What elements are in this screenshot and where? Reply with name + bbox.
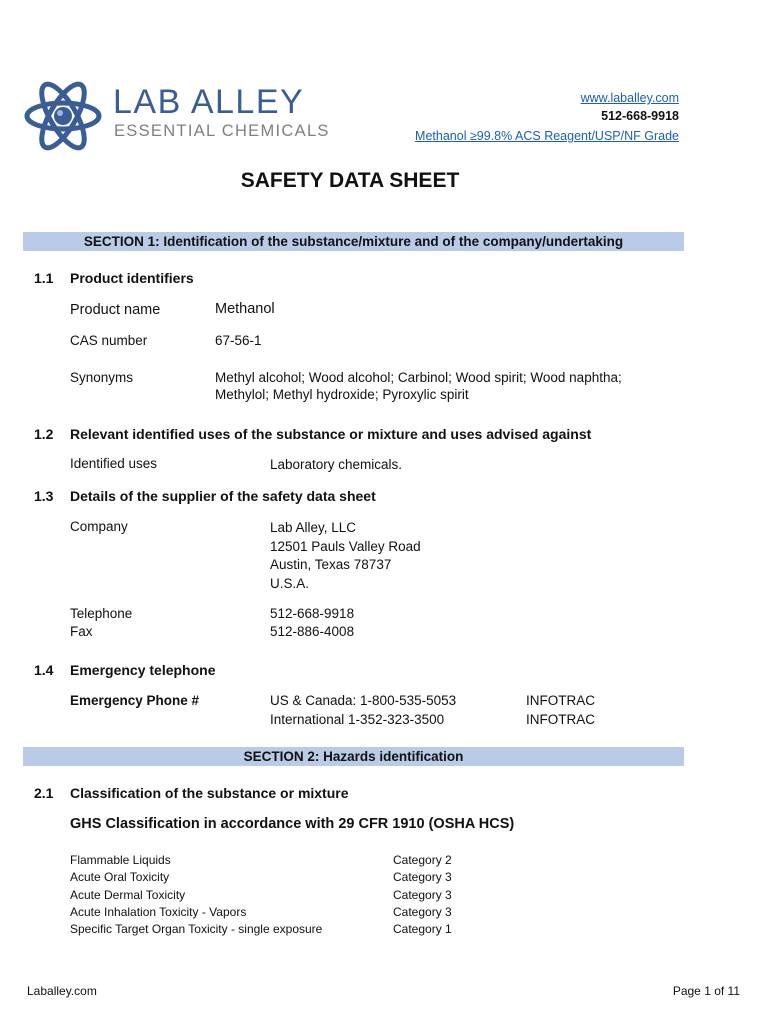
telephone-value: 512-668-9918 (270, 606, 355, 621)
website-link[interactable]: www.laballey.com (580, 91, 679, 105)
header-phone: 512-668-9918 (601, 109, 679, 123)
company-line: Austin, Texas 78737 (270, 557, 392, 572)
identified-uses-value: Laboratory chemicals. (270, 457, 403, 472)
identified-uses-label: Identified uses (70, 456, 158, 471)
document-title: SAFETY DATA SHEET (240, 169, 460, 192)
synonyms-line-1: Methyl alcohol; Wood alcohol; Carbinol; Wood spirit; Wood naphtha; (215, 370, 622, 385)
cas-label: CAS number (70, 333, 148, 348)
emergency-provider: INFOTRAC (526, 693, 595, 708)
atom-logo-icon (24, 72, 102, 160)
hazard-class: Acute Oral Toxicity (70, 870, 170, 884)
subsection-title: Emergency telephone (70, 662, 216, 678)
cas-value: 67-56-1 (215, 333, 262, 348)
hazard-category: Category 3 (393, 888, 452, 902)
subsection-title: Product identifiers (70, 270, 194, 286)
section-1-heading: SECTION 1: Identification of the substance/mixture and of the company/undertaking (23, 232, 684, 251)
telephone-label: Telephone (70, 606, 133, 621)
section-2-heading: SECTION 2: Hazards identification (23, 747, 684, 766)
emergency-phone-label: Emergency Phone # (70, 693, 200, 708)
company-line: Lab Alley, LLC (270, 520, 357, 535)
section-number: 1.3 (34, 488, 54, 504)
synonyms-line-2: Methylol; Methyl hydroxide; Pyroxylic spirit (215, 387, 469, 402)
synonyms-label: Synonyms (70, 370, 134, 385)
page-number: Page 1 of 11 (672, 984, 740, 998)
emergency-number: US & Canada: 1-800-535-5053 (270, 693, 457, 708)
company-line: 12501 Pauls Valley Road (270, 539, 421, 554)
section-number: 1.4 (34, 662, 54, 678)
subsection-title: Classification of the substance or mixture (70, 785, 349, 801)
hazard-category: Category 1 (393, 922, 452, 936)
product-link[interactable]: Methanol ≥99.8% ACS Reagent/USP/NF Grade (415, 129, 679, 143)
hazard-class: Flammable Liquids (70, 853, 171, 867)
logo-title: LAB ALLEY (113, 83, 305, 121)
company-label: Company (70, 519, 128, 534)
logo-subtitle: ESSENTIAL CHEMICALS (114, 122, 330, 140)
hazard-category: Category 3 (393, 905, 452, 919)
product-name-value: Methanol (215, 301, 275, 317)
section-number: 1.1 (34, 270, 54, 286)
section-number: 2.1 (34, 785, 54, 801)
emergency-number: International 1-352-323-3500 (270, 712, 445, 727)
fax-label: Fax (70, 624, 93, 639)
fax-value: 512-886-4008 (270, 624, 355, 639)
company-line: U.S.A. (270, 576, 310, 591)
subsection-title: Details of the supplier of the safety data sheet (70, 488, 376, 504)
subsection-title: Relevant identified uses of the substance or mixture and uses advised against (70, 426, 592, 442)
emergency-provider: INFOTRAC (526, 712, 595, 727)
product-name-label: Product name (70, 302, 161, 318)
hazard-class: Acute Dermal Toxicity (70, 888, 186, 902)
section-number: 1.2 (34, 426, 54, 442)
footer-site: Laballey.com (27, 984, 97, 998)
hazard-class: Acute Inhalation Toxicity - Vapors (70, 905, 247, 919)
ghs-classification-title: GHS Classification in accordance with 29 CFR 1910 (OSHA HCS) (70, 816, 515, 832)
hazard-class: Specific Target Organ Toxicity - single exposure (70, 922, 323, 936)
hazard-category: Category 2 (393, 853, 452, 867)
hazard-category: Category 3 (393, 870, 452, 884)
